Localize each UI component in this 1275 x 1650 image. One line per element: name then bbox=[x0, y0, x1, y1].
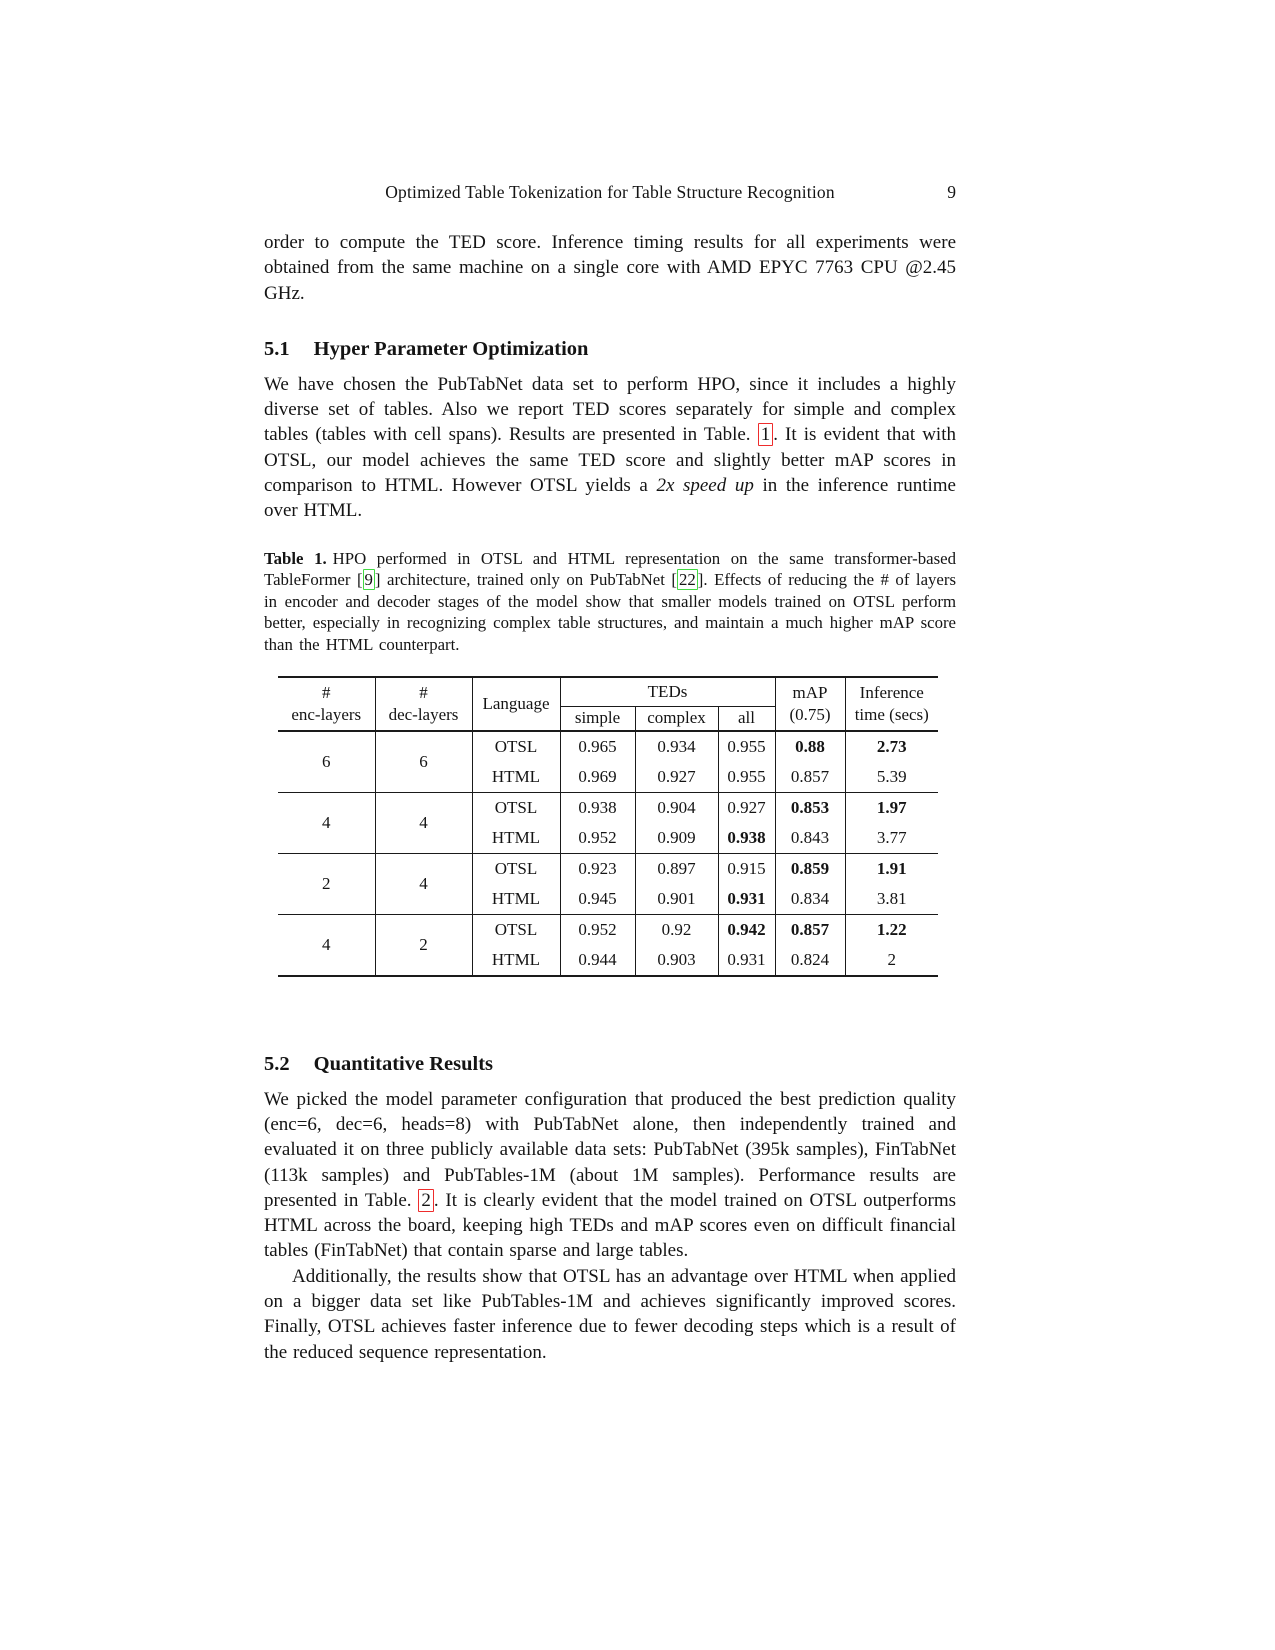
teds-all-cell: 0.955 bbox=[718, 731, 775, 762]
section-5-2-title: Quantitative Results bbox=[313, 1052, 493, 1075]
table-row bbox=[278, 914, 938, 945]
teds-complex-cell: 0.904 bbox=[635, 792, 718, 823]
section-5-1-paragraph bbox=[264, 372, 956, 524]
section-5-2-number: 5.2 bbox=[264, 1052, 290, 1075]
language-cell: HTML bbox=[472, 762, 560, 793]
page-number: 9 bbox=[947, 182, 956, 202]
map-cell: 0.824 bbox=[775, 945, 845, 976]
running-head bbox=[264, 182, 956, 206]
intro-paragraph bbox=[264, 230, 956, 306]
inference-time-cell: 2 bbox=[845, 945, 938, 976]
teds-complex-cell: 0.92 bbox=[635, 914, 718, 945]
header-language: Language bbox=[472, 677, 560, 731]
header-inference-time: Inference time (secs) bbox=[845, 677, 938, 731]
inference-time-cell: 3.81 bbox=[845, 884, 938, 915]
table-1-header bbox=[278, 677, 938, 731]
teds-all-cell: 0.931 bbox=[718, 945, 775, 976]
map-cell: 0.843 bbox=[775, 823, 845, 854]
language-cell: OTSL bbox=[472, 792, 560, 823]
table-row bbox=[278, 792, 938, 823]
dec-layers-cell: 2 bbox=[375, 914, 472, 976]
teds-simple-cell: 0.938 bbox=[560, 792, 635, 823]
para-5-1-emphasis: 2x speed up bbox=[656, 475, 754, 497]
language-cell: HTML bbox=[472, 823, 560, 854]
para-5-2-text-1: We picked the model parameter configuration that produced the best prediction quality (enc=6, dec=6, heads=8) with PubTabNet alone, then independently trained and evaluated it on three publicly available data sets: PubTabNet (395k samples), FinTabNet (113k samples) and PubTables-1M (about 1M samples). Performance results are presented in Table. bbox=[264, 1088, 956, 1211]
teds-simple-cell: 0.952 bbox=[560, 823, 635, 854]
table-1-container bbox=[278, 676, 956, 977]
header-teds: TEDs bbox=[560, 677, 775, 707]
citation-22-link[interactable]: 22 bbox=[679, 570, 696, 590]
map-cell: 0.857 bbox=[775, 914, 845, 945]
intro-text: order to compute the TED score. Inference timing results for all experiments were obtained from the same machine on a single core with AMD EPYC 7763 CPU @2.45 GHz. bbox=[264, 232, 956, 304]
teds-complex-cell: 0.927 bbox=[635, 762, 718, 793]
running-head-title: Optimized Table Tokenization for Table Structure Recognition bbox=[385, 182, 835, 202]
enc-layers-cell: 4 bbox=[278, 792, 375, 853]
language-cell: OTSL bbox=[472, 914, 560, 945]
caption-text-2: ] architecture, trained only on PubTabNet [ bbox=[374, 570, 678, 590]
enc-layers-cell: 2 bbox=[278, 853, 375, 914]
dec-layers-cell: 4 bbox=[375, 792, 472, 853]
section-5-1-title: Hyper Parameter Optimization bbox=[313, 337, 589, 360]
teds-simple-cell: 0.945 bbox=[560, 884, 635, 915]
table-1 bbox=[278, 676, 938, 977]
enc-layers-cell: 4 bbox=[278, 914, 375, 976]
dec-layers-cell: 6 bbox=[375, 731, 472, 793]
inference-time-cell: 3.77 bbox=[845, 823, 938, 854]
header-dec-layers: # dec-layers bbox=[375, 677, 472, 731]
para-5-1-text-1: We have chosen the PubTabNet data set to perform HPO, since it includes a highly diverse set of tables. Also we report TED scores separately for simple and complex tables (tables with cell spans). Results are presented in Table. bbox=[264, 373, 956, 446]
teds-complex-cell: 0.909 bbox=[635, 823, 718, 854]
header-enc-layers: # enc-layers bbox=[278, 677, 375, 731]
header-teds-simple: simple bbox=[560, 706, 635, 731]
teds-simple-cell: 0.969 bbox=[560, 762, 635, 793]
map-cell: 0.853 bbox=[775, 792, 845, 823]
teds-complex-cell: 0.897 bbox=[635, 853, 718, 884]
section-5-2-paragraph-2 bbox=[264, 1264, 956, 1365]
map-cell: 0.857 bbox=[775, 762, 845, 793]
header-teds-all: all bbox=[718, 706, 775, 731]
teds-simple-cell: 0.965 bbox=[560, 731, 635, 762]
map-cell: 0.88 bbox=[775, 731, 845, 762]
teds-simple-cell: 0.944 bbox=[560, 945, 635, 976]
teds-simple-cell: 0.923 bbox=[560, 853, 635, 884]
para-5-2-2-text: Additionally, the results show that OTSL has an advantage over HTML when applied on a bigger data set like PubTables-1M and achieves significantly improved scores. Finally, OTSL achieves faster inference due to fewer decoding steps which is a result of the reduced sequence representation. bbox=[264, 1265, 956, 1363]
inference-time-cell: 1.97 bbox=[845, 792, 938, 823]
language-cell: HTML bbox=[472, 945, 560, 976]
map-cell: 0.859 bbox=[775, 853, 845, 884]
caption-text-1: HPO performed in OTSL and HTML representation on the same transformer-based TableFormer [ bbox=[264, 548, 956, 590]
table-1-caption-label: Table 1. bbox=[264, 548, 327, 568]
section-5-2-heading bbox=[264, 1051, 956, 1077]
table-row bbox=[278, 731, 938, 762]
citation-9-link[interactable]: 9 bbox=[364, 570, 373, 590]
para-5-1-text-2: . It is evident that with OTSL, our model achieves the same TED score and slightly better mAP scores in comparison to HTML. However OTSL yields a bbox=[264, 424, 956, 497]
teds-all-cell: 0.915 bbox=[718, 853, 775, 884]
section-5-1-number: 5.1 bbox=[264, 337, 290, 360]
language-cell: HTML bbox=[472, 884, 560, 915]
teds-complex-cell: 0.903 bbox=[635, 945, 718, 976]
teds-all-cell: 0.938 bbox=[718, 823, 775, 854]
teds-all-cell: 0.955 bbox=[718, 762, 775, 793]
teds-all-cell: 0.931 bbox=[718, 884, 775, 915]
teds-all-cell: 0.942 bbox=[718, 914, 775, 945]
table-2-reference-link[interactable]: 2 bbox=[418, 1189, 434, 1212]
teds-complex-cell: 0.901 bbox=[635, 884, 718, 915]
table-1-body bbox=[278, 731, 938, 976]
text-column bbox=[264, 182, 956, 1365]
map-cell: 0.834 bbox=[775, 884, 845, 915]
teds-simple-cell: 0.952 bbox=[560, 914, 635, 945]
inference-time-cell: 1.91 bbox=[845, 853, 938, 884]
para-5-1-text-3: in the inference runtime over HTML. bbox=[264, 475, 956, 522]
header-map: mAP (0.75) bbox=[775, 677, 845, 731]
para-5-2-text-2: . It is clearly evident that the model trained on OTSL outperforms HTML across the board, keeping high TEDs and mAP scores even on difficult financial tables (FinTabNet) that contain sparse and large tables. bbox=[264, 1189, 956, 1262]
header-teds-complex: complex bbox=[635, 706, 718, 731]
section-5-1-heading bbox=[264, 336, 956, 362]
teds-complex-cell: 0.934 bbox=[635, 731, 718, 762]
language-cell: OTSL bbox=[472, 853, 560, 884]
table-row bbox=[278, 853, 938, 884]
inference-time-cell: 1.22 bbox=[845, 914, 938, 945]
inference-time-cell: 5.39 bbox=[845, 762, 938, 793]
table-1-reference-link[interactable]: 1 bbox=[758, 423, 774, 446]
enc-layers-cell: 6 bbox=[322, 751, 331, 771]
inference-time-cell: 2.73 bbox=[845, 731, 938, 762]
dec-layers-cell: 4 bbox=[375, 853, 472, 914]
section-5-2-paragraph-1 bbox=[264, 1087, 956, 1264]
table-1-caption bbox=[264, 548, 956, 656]
language-cell: OTSL bbox=[472, 731, 560, 762]
teds-all-cell: 0.927 bbox=[718, 792, 775, 823]
caption-text-3: ]. Effects of reducing the # of layers in encoder and decoder stages of the model show that smaller models trained on OTSL perform better, especially in recognizing complex table structures, and maintain a much higher mAP score than the HTML counterpart. bbox=[264, 570, 956, 655]
